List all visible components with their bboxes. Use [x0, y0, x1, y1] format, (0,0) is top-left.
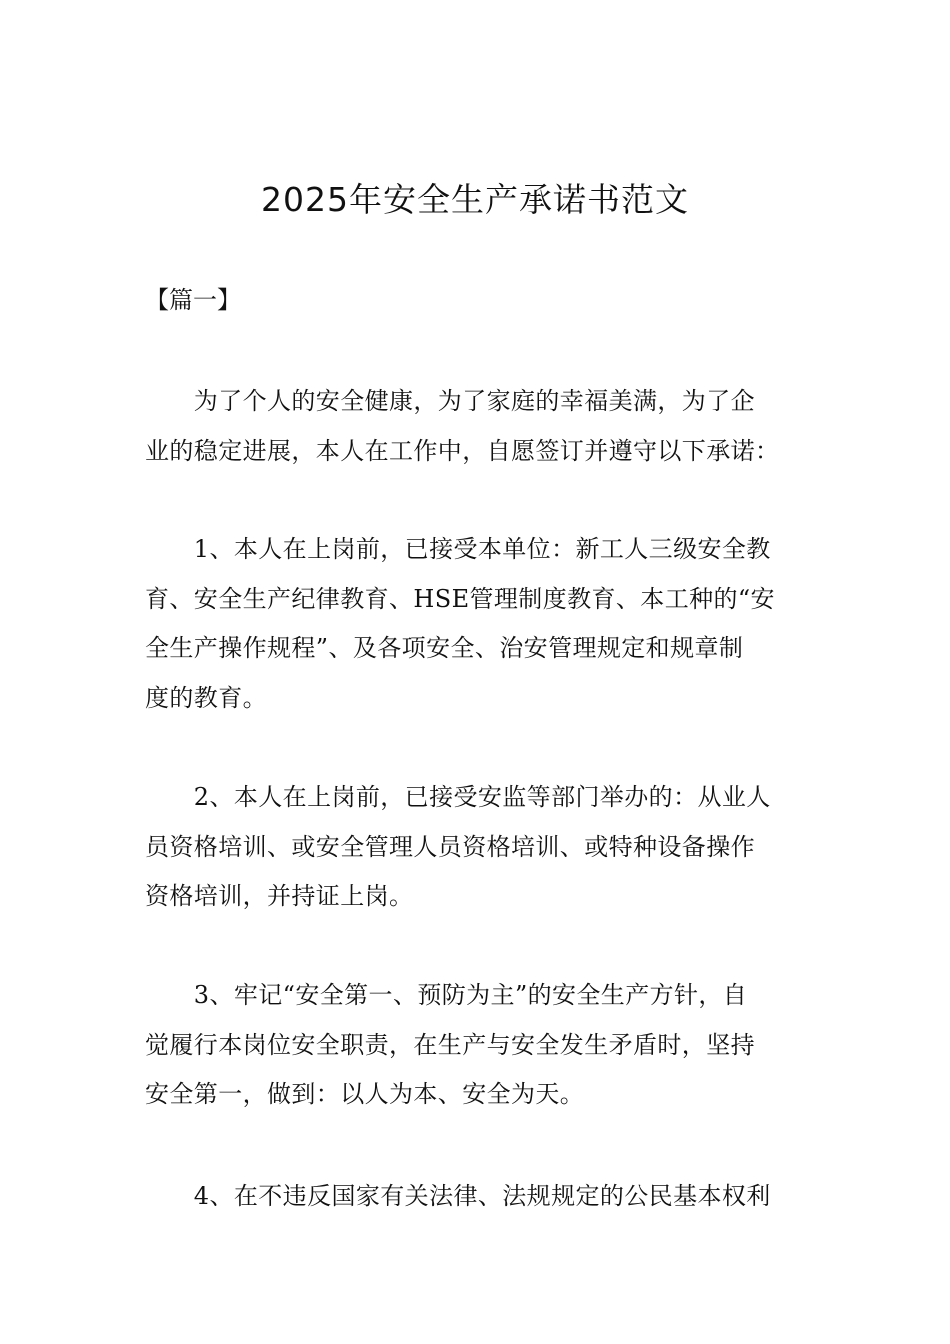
text-line: 度的教育。 — [145, 683, 267, 712]
document-title: 2025年安全生产承诺书范文 — [261, 180, 689, 219]
text-line: 1、本人在上岗前，已接受本单位：新工人三级安全教 — [145, 535, 771, 563]
paragraph-item-3 — [145, 971, 808, 1120]
text-line: 为了个人的安全健康，为了家庭的幸福美满，为了企 — [145, 387, 755, 415]
text-line: 育、安全生产纪律教育、HSE管理制度教育、本工种的“安 — [145, 584, 775, 613]
text-line: 3、牢记“安全第一、预防为主”的安全生产方针，自 — [145, 981, 748, 1009]
section-label: 【篇一】 — [145, 286, 241, 314]
text-line: 4、在不违反国家有关法律、法规规定的公民基本权利 — [145, 1182, 771, 1210]
text-line: 员资格培训、或安全管理人员资格培训、或特种设备操作 — [145, 832, 755, 861]
text-line: 安全第一，做到：以人为本、安全为天。 — [145, 1080, 585, 1108]
text-line: 全生产操作规程”、及各项安全、治安管理规定和规章制 — [145, 634, 744, 662]
paragraph-item-2 — [145, 773, 808, 922]
text-line: 资格培训，并持证上岗。 — [145, 882, 414, 910]
paragraph-item-1 — [145, 525, 808, 723]
paragraph-item-4 — [145, 1172, 808, 1222]
text-line: 业的稳定进展，本人在工作中，自愿签订并遵守以下承诺： — [145, 436, 780, 465]
text-line: 2、本人在上岗前，已接受安监等部门举办的：从业人 — [145, 783, 771, 811]
text-line: 觉履行本岗位安全职责，在生产与安全发生矛盾时，坚持 — [145, 1030, 755, 1059]
paragraph-intro — [145, 377, 808, 476]
